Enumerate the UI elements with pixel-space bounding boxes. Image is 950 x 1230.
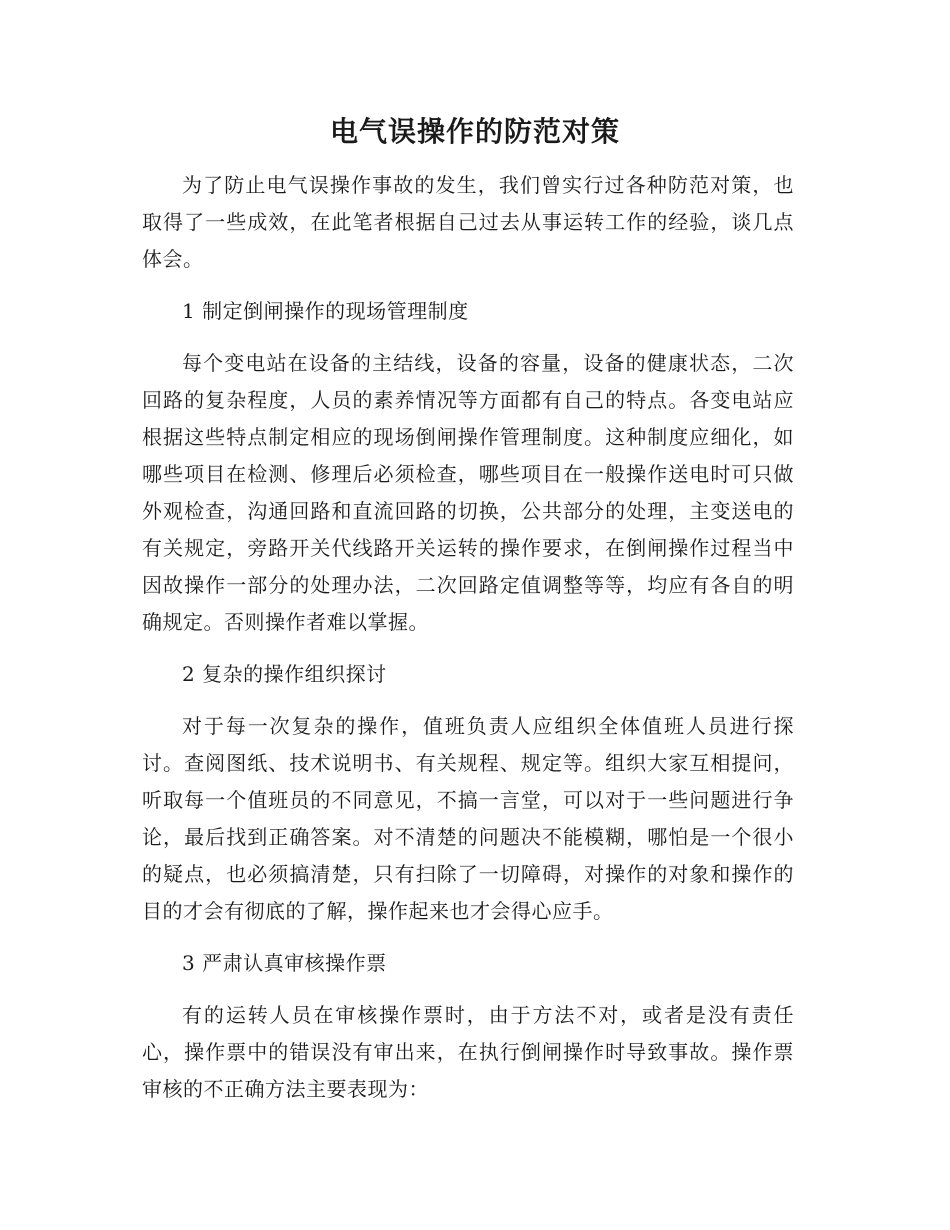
section-heading-2: 2 复杂的操作组织探讨 [182,662,387,686]
paragraph-intro: 为了防止电气误操作事故的发生，我们曾实行过各种防范对策，也取得了一些成效，在此笔者根据自己过去从事运转工作的经验，谈几点体会。 [142,173,794,271]
paragraph-section-3: 有的运转人员在审核操作票时，由于方法不对，或者是没有责任心，操作票中的错误没有审出来，在执行倒闸操作时导致事故。操作票审核的不正确方法主要表现为： [142,1003,794,1101]
paragraph-section-1: 每个变电站在设备的主结线，设备的容量，设备的健康状态，二次回路的复杂程度，人员的素养情况等方面都有自己的特点。各变电站应根据这些特点制定相应的现场倒闸操作管理制度。这种制度应细化，如哪些项目在检测、修理后必须检查，哪些项目在一般操作送电时可只做外观检查，沟通回路和直流回路的切换，公共部分的处理，主变送电的有关规定，旁路开关代线路开关运转的操作要求，在倒闸操作过程当中因故操作一部分的处理办法，二次回路定值调整等等，均应有各自的明确规定。否则操作者难以掌握。 [142,351,794,634]
paragraph-section-2: 对于每一次复杂的操作，值班负责人应组织全体值班人员进行探讨。查阅图纸、技术说明书、有关规程、规定等。组织大家互相提问，听取每一个值班员的不同意见，不搞一言堂，可以对于一些问题进行争论，最后找到正确答案。对不清楚的问题决不能模糊，哪怕是一个很小的疑点，也必须搞清楚，只有扫除了一切障碍，对操作的对象和操作的目的才会有彻底的了解，操作起来也才会得心应手。 [142,714,794,923]
section-heading-3: 3 严肃认真审核操作票 [182,951,387,975]
section-heading-1: 1 制定倒闸操作的现场管理制度 [182,299,469,323]
document-title: 电气误操作的防范对策 [329,115,620,148]
document-body [142,167,794,1123]
